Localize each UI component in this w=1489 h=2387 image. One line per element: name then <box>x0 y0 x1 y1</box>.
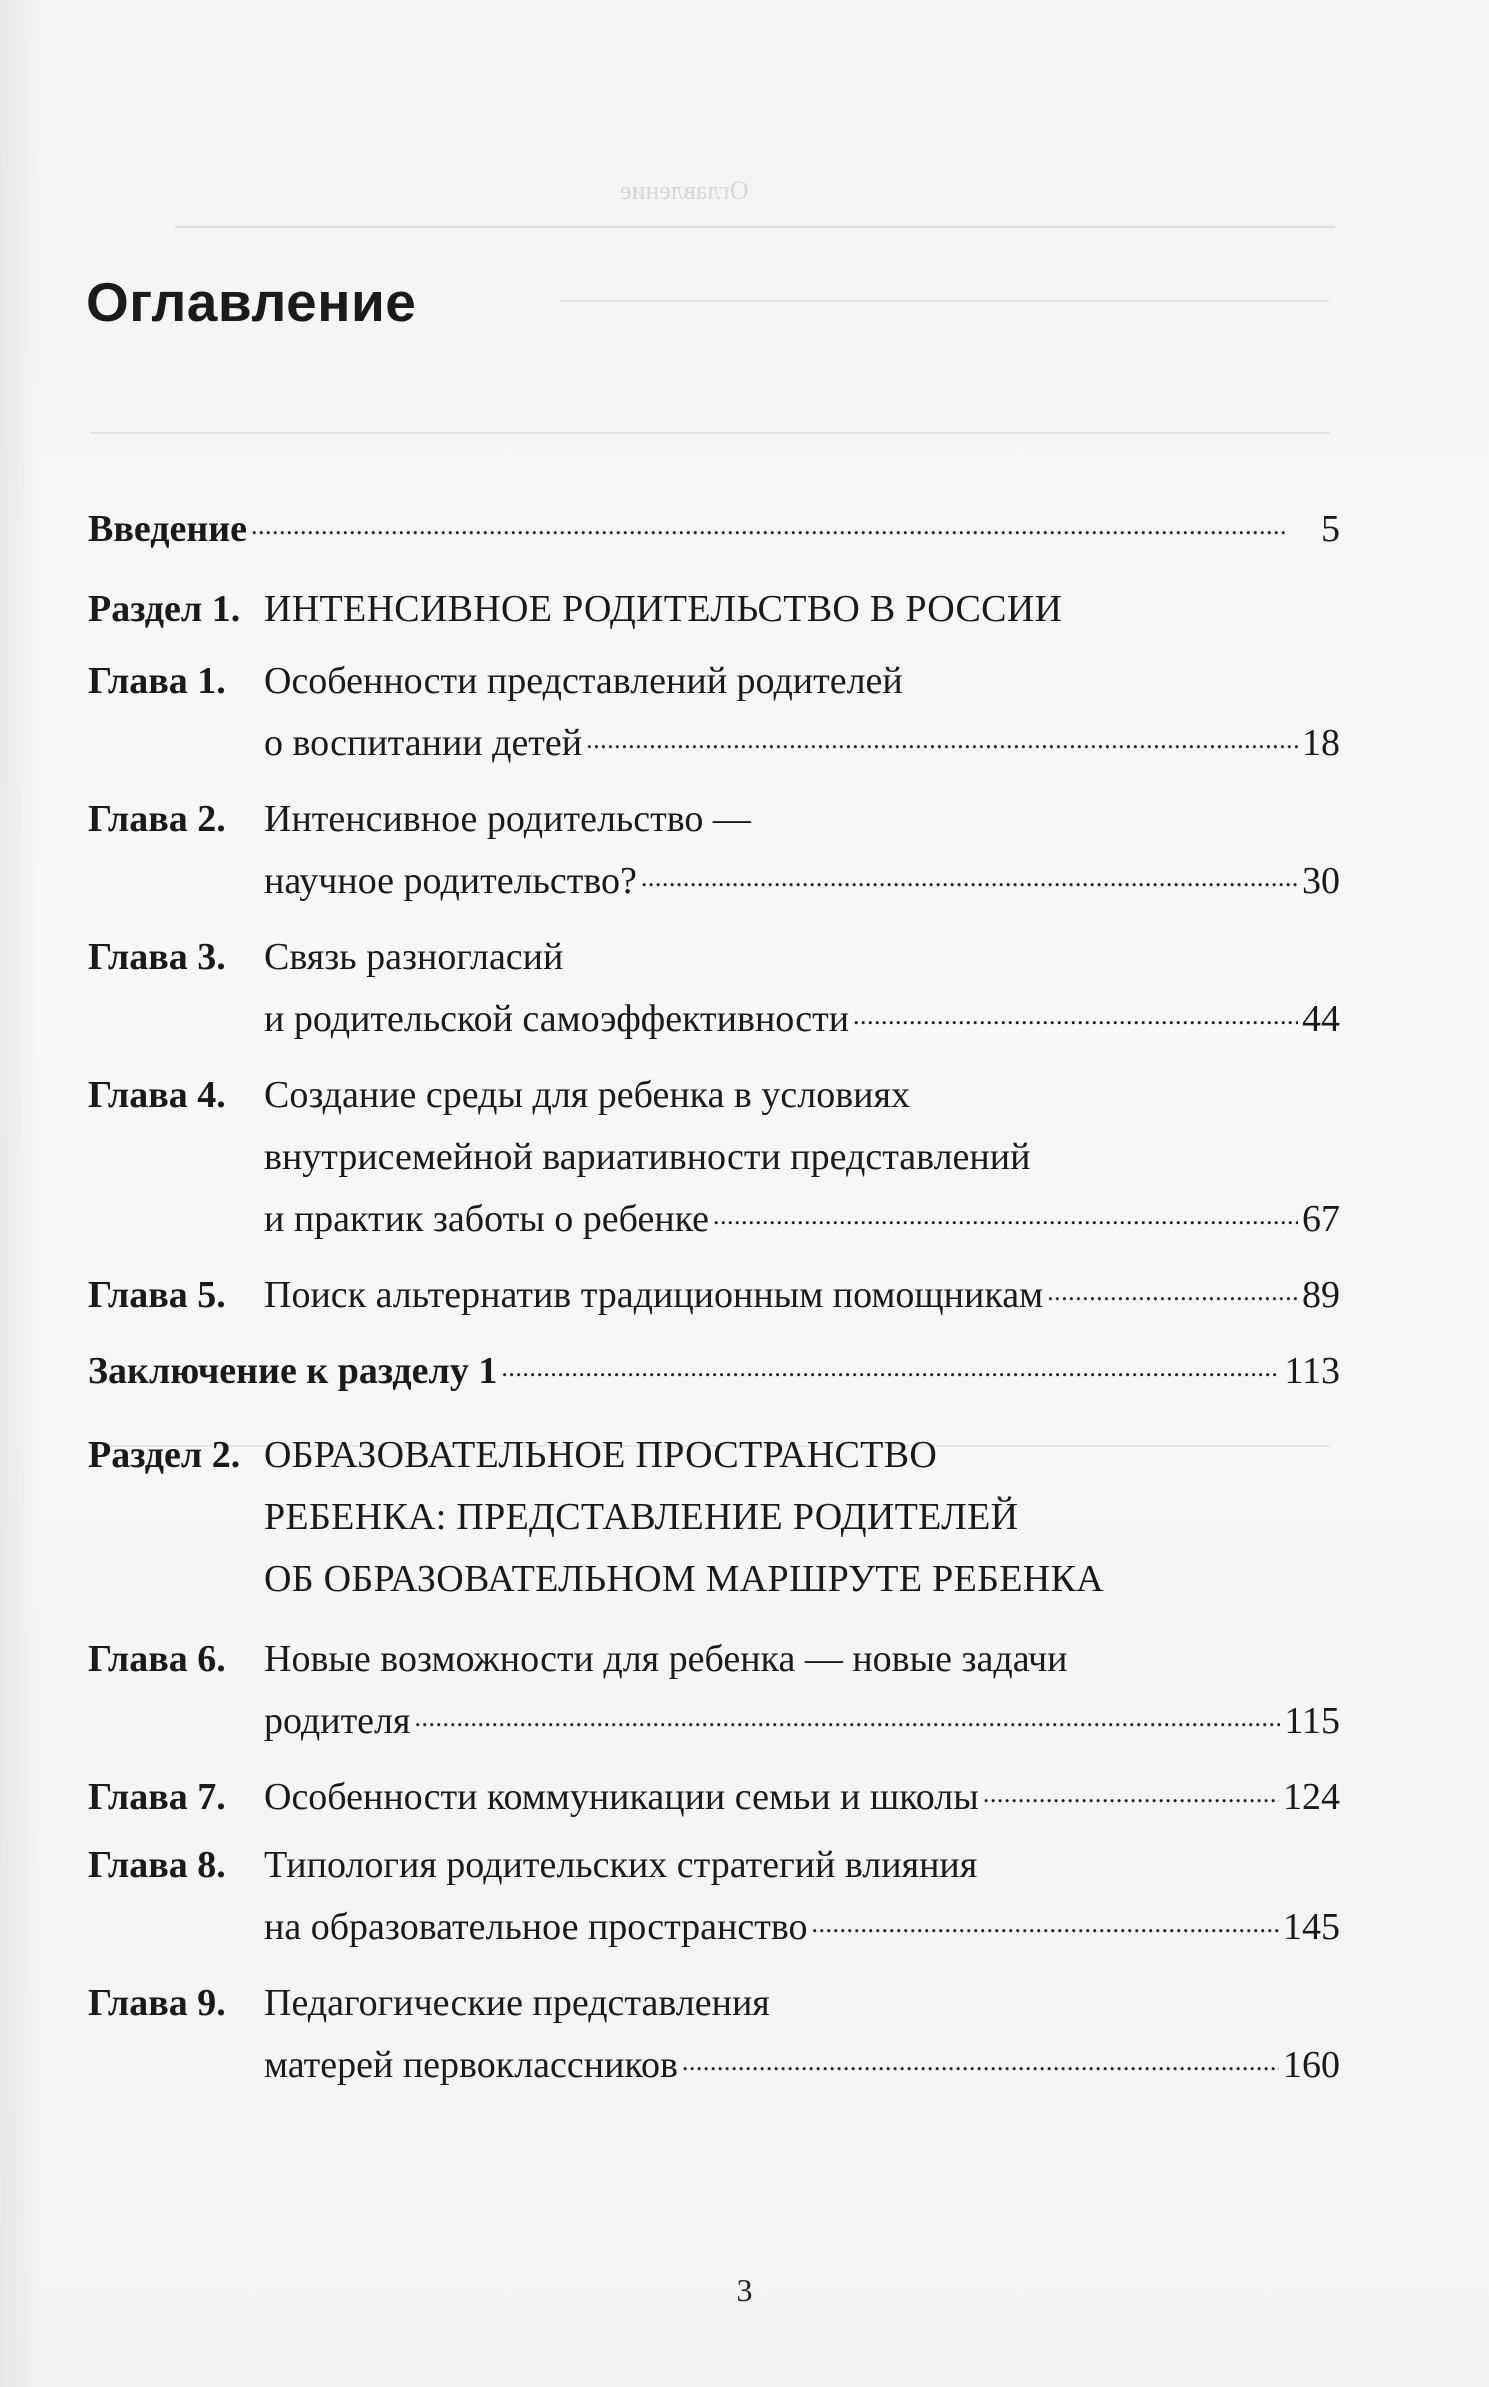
section-label: Раздел 1. <box>88 588 241 630</box>
dot-leader <box>586 717 1298 755</box>
chapter-label: Глава 1. <box>88 660 226 702</box>
entry-page-number: 30 <box>1302 860 1340 902</box>
entry-page-number: 89 <box>1302 1274 1340 1316</box>
entry-page-number: 44 <box>1302 998 1340 1040</box>
toc-section-1[interactable] <box>88 578 1340 640</box>
bleed-through-rule <box>175 226 1335 228</box>
chapter-title-line: Интенсивное родительство — <box>264 798 751 840</box>
page-title: Оглавление <box>86 271 417 333</box>
toc-entry-chapter-2[interactable] <box>88 788 1340 912</box>
chapter-title-line: Связь разногласий <box>264 936 564 978</box>
chapter-label: Глава 9. <box>88 1982 226 2024</box>
entry-page-number: 18 <box>1302 722 1340 764</box>
bleed-through-header: Оглавление <box>620 176 749 205</box>
chapter-title-line: Педагогические представления <box>264 1982 770 2024</box>
chapter-label: Глава 8. <box>88 1844 226 1886</box>
toc-entry-chapter-1[interactable] <box>88 650 1340 774</box>
dot-leader <box>853 993 1298 1031</box>
dot-leader <box>682 2039 1279 2077</box>
toc-entry-conclusion-1[interactable] <box>88 1340 1340 1402</box>
chapter-title-line: Создание среды для ребенка в условиях <box>264 1074 910 1116</box>
toc-entry-chapter-3[interactable] <box>88 926 1340 1050</box>
entry-page-number: 160 <box>1283 2044 1340 2086</box>
chapter-title-line: Типология родительских стратегий влияния <box>264 1844 978 1886</box>
toc-entry-chapter-7[interactable] <box>88 1766 1340 1828</box>
chapter-title-line: на образовательное пространство <box>264 1906 808 1948</box>
dot-leader <box>251 503 1317 541</box>
entry-page-number: 67 <box>1302 1198 1340 1240</box>
dot-leader <box>812 1901 1279 1939</box>
entry-page-number: 124 <box>1283 1776 1340 1818</box>
entry-label: Заключение к разделу 1 <box>88 1350 498 1392</box>
chapter-title-line: Новые возможности для ребенка — новые задачи <box>264 1638 1068 1680</box>
chapter-title-line: и родительской самоэффективности <box>264 998 850 1040</box>
dot-leader <box>641 855 1298 893</box>
entry-page-number: 5 <box>1321 508 1340 550</box>
toc-entry-chapter-5[interactable] <box>88 1264 1340 1326</box>
chapter-title-line: родителя <box>264 1700 411 1742</box>
entry-page-number: 115 <box>1284 1700 1340 1742</box>
chapter-title-line: и практик заботы о ребенке <box>264 1198 710 1240</box>
dot-leader <box>983 1771 1279 1809</box>
table-of-contents <box>88 498 1340 2096</box>
toc-entry-intro[interactable] <box>88 498 1340 560</box>
toc-section-2[interactable] <box>88 1424 1340 1610</box>
section-title-line: РЕБЕНКА: ПРЕДСТАВЛЕНИЕ РОДИТЕЛЕЙ <box>264 1496 1019 1538</box>
chapter-label: Глава 3. <box>88 936 226 978</box>
chapter-title-line: Особенности представлений родителей <box>264 660 903 702</box>
bleed-through-line <box>90 432 1330 434</box>
chapter-label: Глава 7. <box>88 1776 226 1818</box>
dot-leader <box>1047 1269 1298 1307</box>
entry-page-number: 113 <box>1284 1350 1340 1392</box>
chapter-title-line: о воспитании детей <box>264 722 583 764</box>
chapter-title-line: матерей первоклассников <box>264 2044 678 2086</box>
dot-leader <box>415 1695 1281 1733</box>
chapter-title-line: научное родительство? <box>264 860 637 902</box>
chapter-label: Глава 4. <box>88 1074 226 1116</box>
dot-leader <box>501 1345 1280 1383</box>
chapter-label: Глава 5. <box>88 1274 226 1316</box>
section-title: ИНТЕНСИВНОЕ РОДИТЕЛЬСТВО В РОССИИ <box>264 588 1063 630</box>
dot-leader <box>713 1193 1298 1231</box>
toc-entry-chapter-8[interactable] <box>88 1834 1340 1958</box>
section-title-line: ОБ ОБРАЗОВАТЕЛЬНОМ МАРШРУТЕ РЕБЕНКА <box>264 1558 1104 1600</box>
chapter-title-line: Особенности коммуникации семьи и школы <box>264 1776 979 1818</box>
chapter-title-line: Поиск альтернатив традиционным помощникам <box>264 1274 1044 1316</box>
chapter-label: Глава 6. <box>88 1638 226 1680</box>
entry-label: Введение <box>88 508 247 550</box>
toc-entry-chapter-4[interactable] <box>88 1064 1340 1250</box>
section-title-line: ОБРАЗОВАТЕЛЬНОЕ ПРОСТРАНСТВО <box>264 1434 938 1476</box>
chapter-title-line: внутрисемейной вариативности представлений <box>264 1136 1031 1178</box>
page-number: 3 <box>736 2272 753 2308</box>
toc-entry-chapter-9[interactable] <box>88 1972 1340 2096</box>
chapter-label: Глава 2. <box>88 798 226 840</box>
entry-page-number: 145 <box>1283 1906 1340 1948</box>
bleed-through-line <box>560 300 1330 302</box>
toc-entry-chapter-6[interactable] <box>88 1628 1340 1752</box>
section-label: Раздел 2. <box>88 1434 241 1476</box>
